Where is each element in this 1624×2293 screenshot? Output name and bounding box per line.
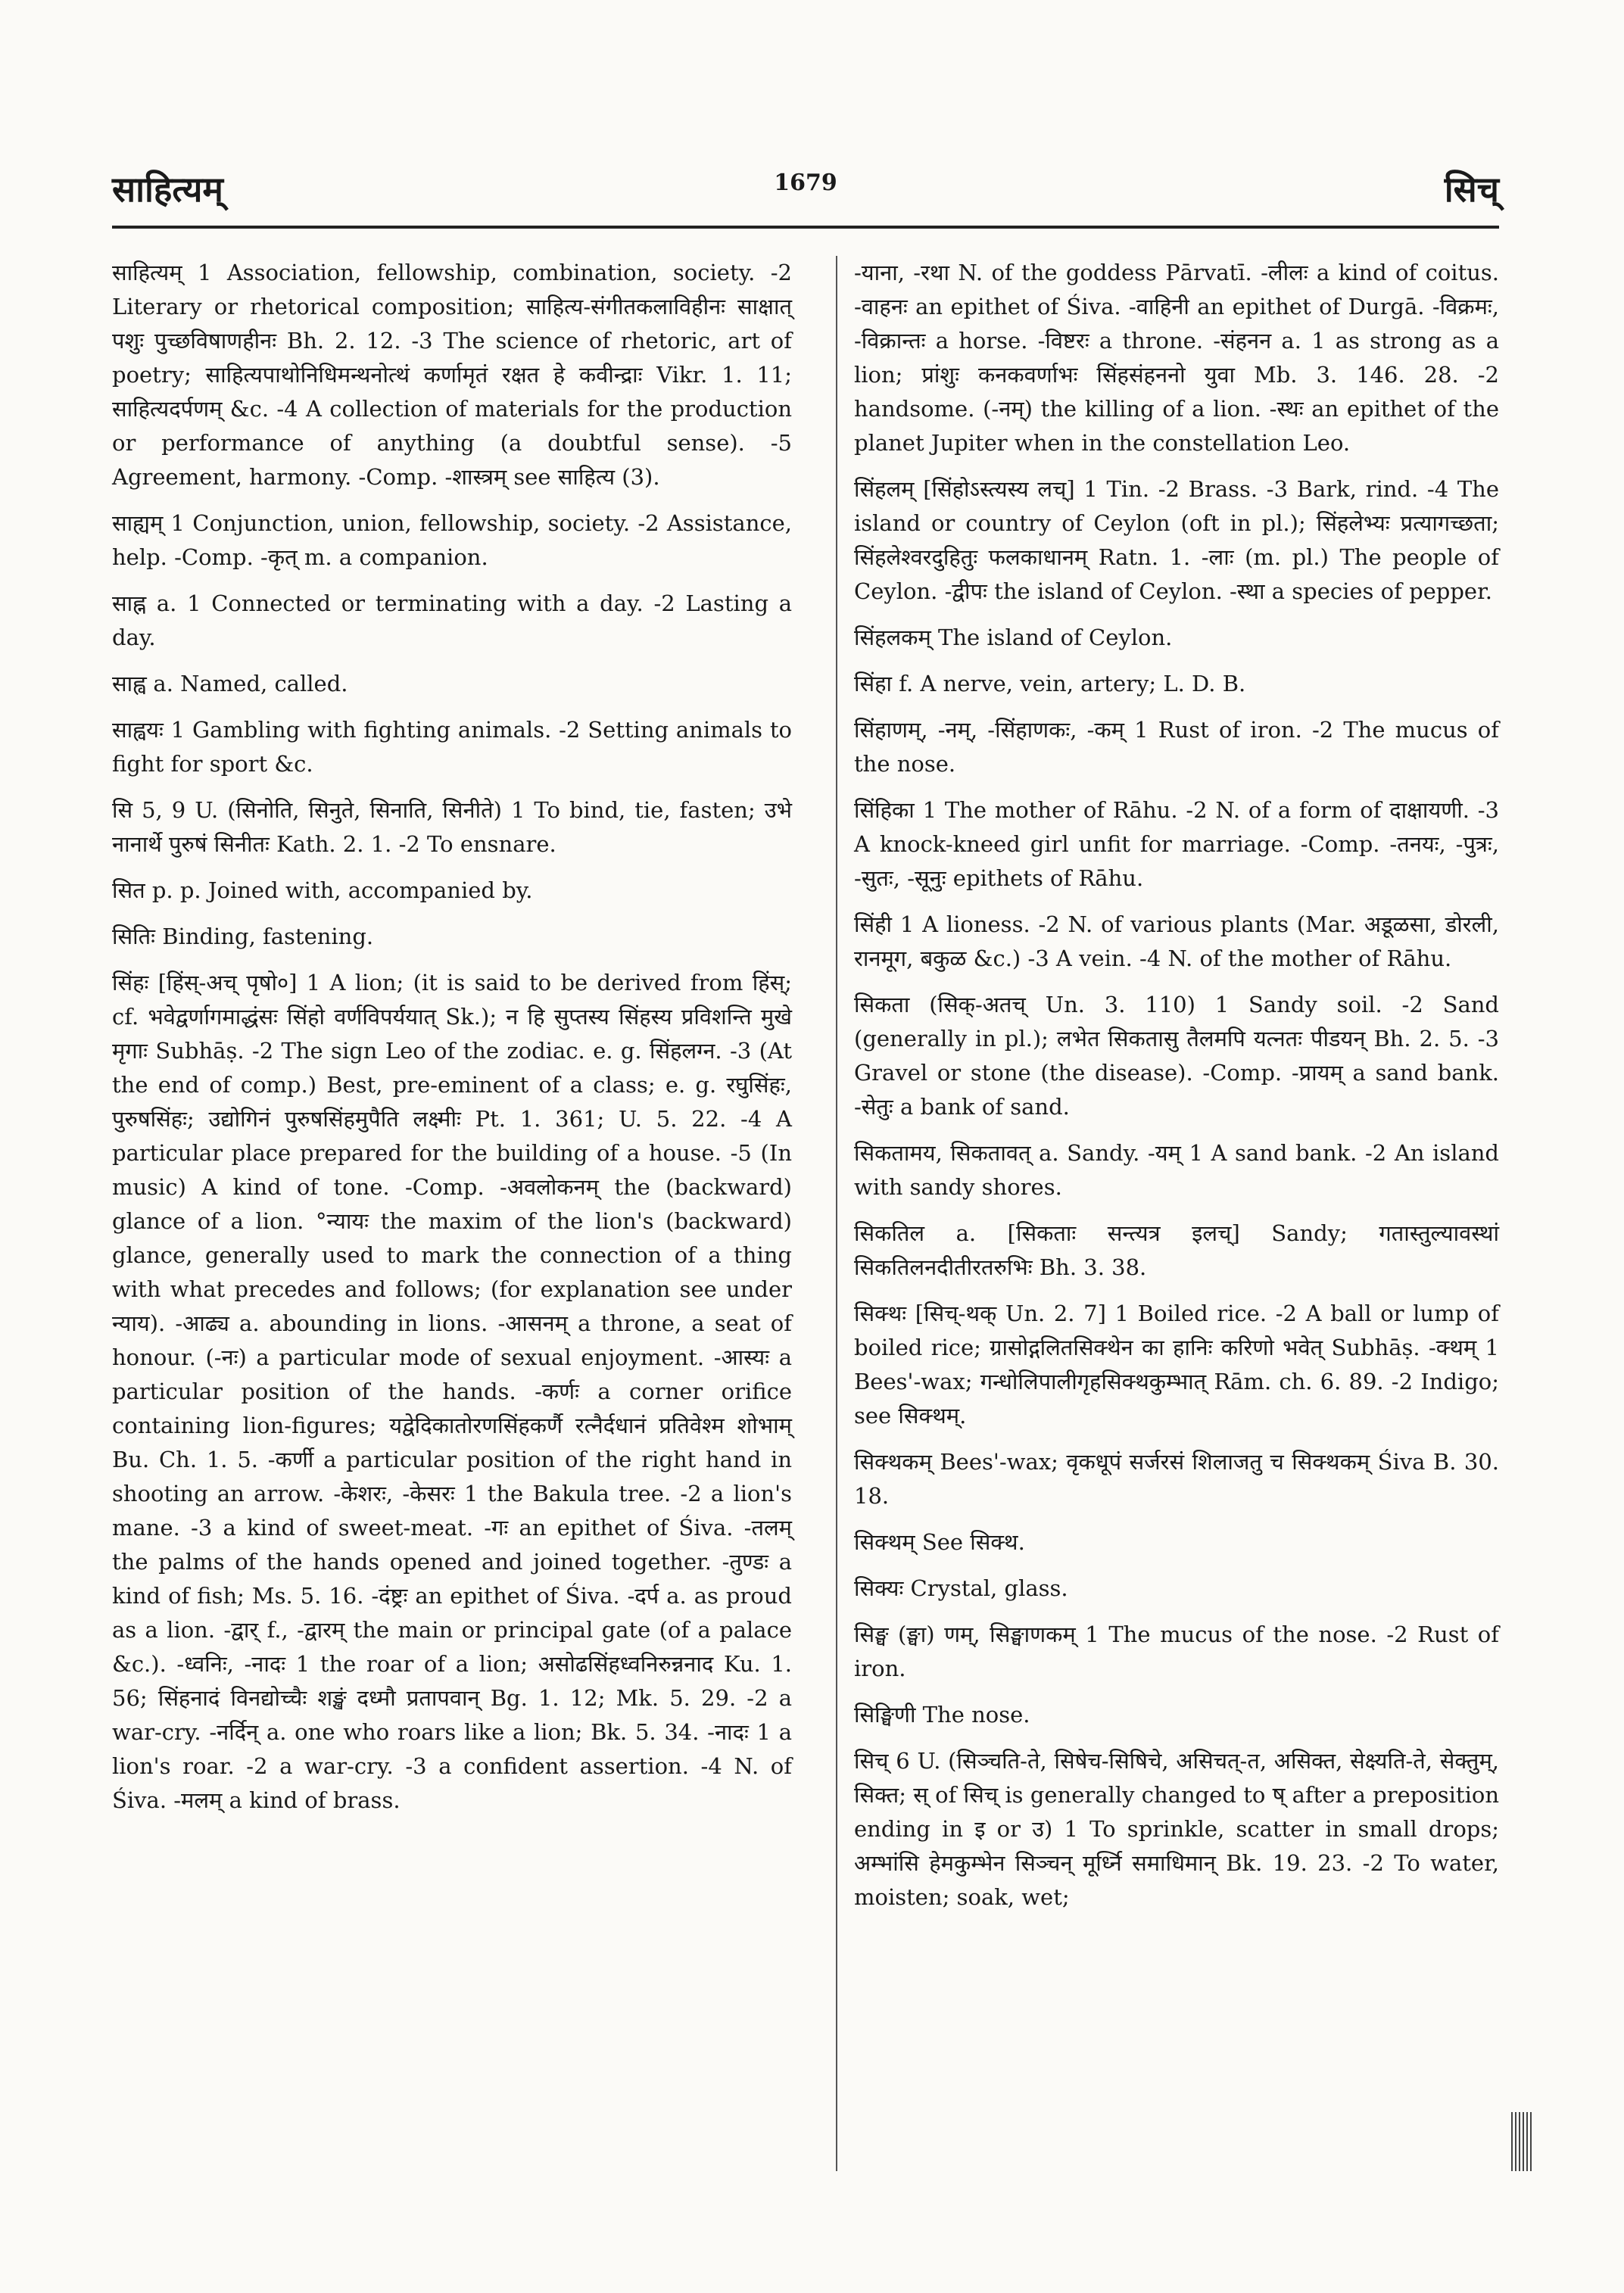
entry-simha: सिंहः [हिंस्-अच् पृषो०] 1 A lion; (it is said to be derived from हिंस्; cf. भवेद्वर्णागमाद्धंसः सिंहो वर्णविपर्ययात् Sk.); न हि सुप्तस्य सिंहस्य प्रविशन्ति मुखे मृगाः Subhāṣ. -2 The sign Leo of the zodiac. e. g. सिंहलग्न. -3 (At the end of comp.) Best, pre-eminent of a class; e. g. रघुसिंहः, पुरुषसिंहः; उद्योगिनं पुरुषसिंहमुपैति लक्ष्मीः Pt. 1. 361; U. 5. 22. -4 A particular place prepared for the building of a house. -5 (In music) A kind of tone. -Comp. -अवलोकनम् the (backward) glance of a lion. °न्यायः the maxim of the lion's (backward) glance, generally used to mark the connection of a thing with what precedes and follows; (for explanation see under न्याय). -आढ्य a. abounding in lions. -आसनम् a throne, a seat of honour. (-नः) a particular mode of sexual enjoyment. -आस्यः a particular position of the hands. -कर्णः a corner orifice containing lion-figures; यद्वेदिकातोरणसिंहकर्णै रत्नैर्दधानं प्रतिवेश्म शोभाम् Bu. Ch. 1. 5. -कर्णी a particular position of the right hand in shooting an arrow. -केशरः, -केसरः 1 the Bakula tree. -2 a lion's mane. -3 a kind of sweet-meat. -गः an epithet of Śiva. -तलम् the palms of the hands opened and joined together. -तुण्डः a kind of fish; Ms. 5. 16. -दंष्ट्रः an epithet of Śiva. -दर्प a. as proud as a lion. -द्वार् f., -द्वारम् the main or principal gate (of a palace &c.). -ध्वनिः, -नादः 1 the roar of a lion; असोढसिंहध्वनिरुन्ननाद Ku. 1. 56; सिंहनादं विनद्योच्चैः शङ्खं दध्मौ प्रतापवान् Bg. 1. 12; Mk. 5. 29. -2 a war-cry. -नर्दिन् a. one who roars like a lion; Bk. 5. 34. -नादः 1 a lion's roar. -2 a war-cry. -3 a confident assertion. -4 N. of Śiva. -मलम् a kind of brass.	[112, 970, 792, 1813]
page-header	[112, 165, 1499, 218]
header-rule	[112, 226, 1499, 229]
entry-simha-f: सिंहा f. A nerve, vein, artery; L. D. B.	[854, 671, 1246, 696]
entry-sahyam: साह्यम् 1 Conjunction, union, fellowship, society. -2 Assistance, help. -Comp. -कृत् m. a companion.	[112, 510, 792, 570]
entry-singhini: सिङ्घिणी The nose.	[854, 1702, 1030, 1728]
entry-sikya: सिक्यः Crystal, glass.	[854, 1575, 1068, 1601]
entry-simhalam: सिंहलम् [सिंहोऽस्त्यस्य लच्] 1 Tin. -2 Brass. -3 Bark, rind. -4 The island or country of Ceylon (oft in pl.); सिंहलेभ्यः प्रत्यागच्छता; सिंहलेश्वरदुहितुः फलकाधानम् Ratn. 1. -लाः (m. pl.) The people of Ceylon. -द्वीपः the island of Ceylon. -स्था a species of pepper.	[854, 476, 1499, 604]
entry-si: सि 5, 9 U. (सिनोति, सिनुते, सिनाति, सिनीते) 1 To bind, tie, fasten; उभे नानार्थे पुरुषं सिनीतः Kath. 2. 1. -2 To ensnare.	[112, 797, 792, 857]
entry-sic: सिच् 6 U. (सिञ्चति-ते, सिषेच-सिषिचे, असिचत्-त, असिक्त, सेक्ष्यति-ते, सेक्तुम्, सिक्त; स् of सिच् is generally changed to ष् after a preposition ending in इ or उ) 1 To sprinkle, scatter in small drops; अम्भांसि हेमकुम्भेन सिञ्चन् मूर्ध्नि समाधिमान् Bk. 19. 23. -2 To water, moisten; soak, wet;	[854, 1748, 1499, 1910]
entry-simhika: सिंहिका 1 The mother of Rāhu. -2 N. of a form of दाक्षायणी. -3 A knock-kneed girl unfit for marriage. -Comp. -तनयः, -पुत्रः, -सुतः, -सूनुः epithets of Rāhu.	[854, 797, 1499, 891]
entry-siktha: सिक्थः [सिच्-थक् Un. 2. 7] 1 Boiled rice. -2 A ball or lump of boiled rice; ग्रासोद्गलितसिक्थेन का हानिः करिणो भवेत् Subhāṣ. -क्थम् 1 Bees'-wax; गन्धोलिपालीगृहसिक्थकुम्भात् Rām. ch. 6. 89. -2 Indigo; see सिक्थम्.	[854, 1301, 1499, 1428]
entry-simha-continued: -याना, -रथा N. of the goddess Pārvatī. -लीलः a kind of coitus. -वाहनः an epithet of Śiva. -वाहिनी an epithet of Durgā. -विक्रमः, -विक्रान्तः a horse. -विष्टरः a throne. -संहनन a. 1 as strong as a lion; प्रांशुः कनकवर्णाभः सिंहसंहननो युवा Mb. 3. 146. 28. -2 handsome. (-नम्) the killing of a lion. -स्थः an epithet of the planet Jupiter when in the constellation Leo.	[854, 260, 1499, 456]
left-column	[112, 256, 792, 1830]
entry-sahva: साह्व a. Named, called.	[112, 671, 348, 696]
column-divider	[836, 256, 837, 2171]
entry-siti: सितिः Binding, fastening.	[112, 924, 374, 949]
entry-simhanam: सिंहाणम्, -नम्, -सिंहाणकः, -कम् 1 Rust of iron. -2 The mucus of the nose.	[854, 717, 1499, 777]
entry-sahna: साह्न a. 1 Connected or terminating with a day. -2 Lasting a day.	[112, 590, 792, 650]
entry-simhi: सिंही 1 A lioness. -2 N. of various plants (Mar. अडूळसा, डोरली, रानमूग, बकुळ &c.) -3 A vein. -4 N. of the mother of Rāhu.	[854, 911, 1499, 971]
right-column	[854, 256, 1499, 1927]
header-left-word: साहित्यम्	[112, 169, 223, 210]
entry-sikthyam: सिक्थम् See सिक्थ.	[854, 1529, 1025, 1555]
page-number: 1679	[774, 170, 837, 196]
margin-tick-marks	[1511, 2112, 1532, 2171]
entry-simhalakam: सिंहलकम् The island of Ceylon.	[854, 625, 1173, 650]
entry-sita: सित p. p. Joined with, accompanied by.	[112, 877, 533, 903]
entry-sikatamaya: सिकतामय, सिकतावत् a. Sandy. -यम् 1 A sand bank. -2 An island with sandy shores.	[854, 1140, 1499, 1200]
header-right-word: सिच्	[1444, 169, 1499, 210]
entry-singhanam: सिङ्घ (ङ्घा) णम्, सिङ्घाणकम् 1 The mucus of the nose. -2 Rust of iron.	[854, 1622, 1499, 1681]
entry-sikthakam: सिक्थकम् Bees'-wax; वृकधूपं सर्जरसं शिलाजतु च सिक्थकम् Śiva B. 30. 18.	[854, 1449, 1499, 1509]
entry-sikata: सिकता (सिक्-अतच् Un. 3. 110) 1 Sandy soil. -2 Sand (generally in pl.); लभेत सिकतासु तैलमपि यत्नतः पीडयन् Bh. 2. 5. -3 Gravel or stone (the disease). -Comp. -प्रायम् a sand bank. -सेतुः a bank of sand.	[854, 992, 1499, 1120]
entry-sahvaya: साह्वयः 1 Gambling with fighting animals. -2 Setting animals to fight for sport &c.	[112, 717, 792, 777]
entry-sikatila: सिकतिल a. [सिकताः सन्त्यत्र इलच्] Sandy; गतास्तुल्यावस्थां सिकतिलनदीतीरतरुभिः Bh. 3. 38.	[854, 1220, 1499, 1280]
entry-sahityam: साहित्यम् 1 Association, fellowship, combination, society. -2 Literary or rhetorical composition; साहित्य-संगीतकलाविहीनः साक्षात् पशुः पुच्छविषाणहीनः Bh. 2. 12. -3 The science of rhetoric, art of poetry; साहित्यपाथोनिधिमन्थनोत्थं कर्णामृतं रक्षत हे कवीन्द्राः Vikr. 1. 11; साहित्यदर्पणम् &c. -4 A collection of materials for the production or performance of anything (a doubtful sense). -5 Agreement, harmony. -Comp. -शास्त्रम् see साहित्य (3).	[112, 260, 792, 490]
